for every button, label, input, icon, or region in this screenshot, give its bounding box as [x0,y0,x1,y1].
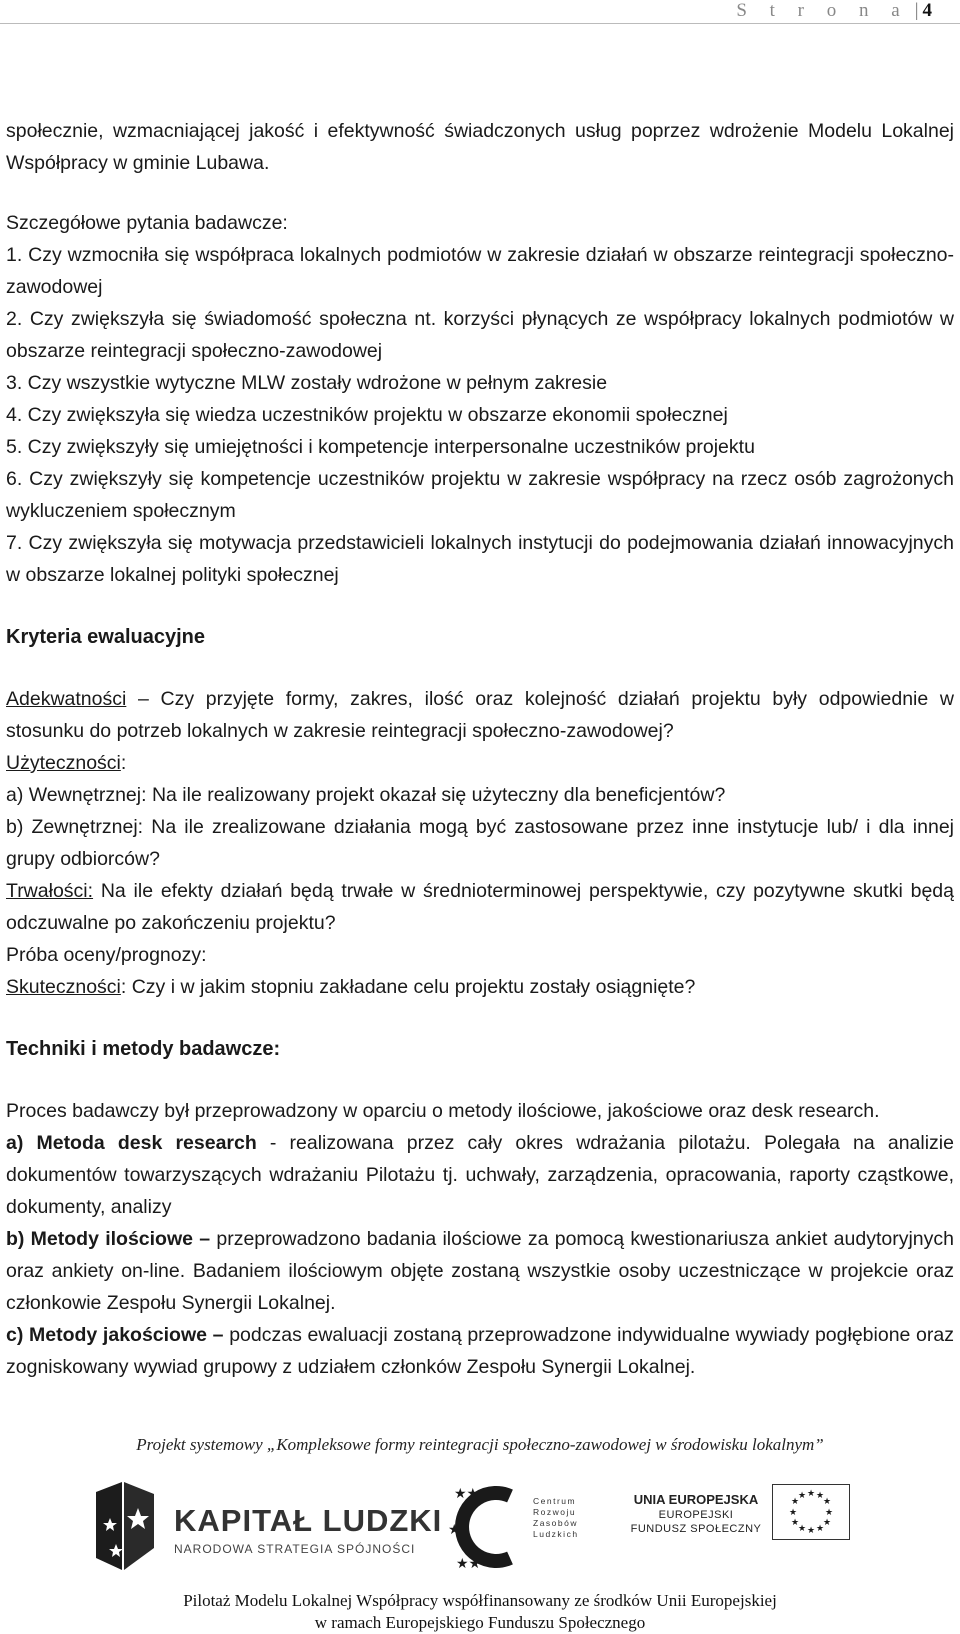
question-1: 1. Czy wzmocniła się współpraca lokalnych podmiotów w zakresie działań w obszarze reintegracji społeczno-zawodowej [6,244,954,298]
question-5: 5. Czy zwiększyły się umiejętności i kompetencje interpersonalne uczestników projektu [6,436,755,458]
svg-text:★: ★ [806,1526,816,1536]
methods-intro: Proces badawczy był przeprowadzony w oparciu o metody ilościowe, jakościowe oraz desk research. [6,1100,880,1122]
intro-paragraph: społecznie, wzmacniającej jakość i efektywność świadczonych usług poprzez wdrożenie Modelu Lokalnej Współpracy w gminie Lubawa. [6,120,954,174]
usefulness-internal: a) Wewnętrznej: Na ile realizowany projekt okazał się użyteczny dla beneficjentów? [6,784,726,806]
svg-text:★: ★ [815,1524,825,1534]
crzl-line-3: Zasobów [533,1518,578,1528]
crzl-logo [448,1478,598,1578]
method-b-text: przeprowadzono badania ilościowe za pomocą kwestionariusza ankiet audytoryjnych oraz ankiety on-line. Badaniem ilościowym objęte zostaną wszystkie osoby uczestniczące w projekcie oraz członkowie Zespołu Synergii Lokalnej. [6,1228,954,1314]
footer-cofinancing [0,1590,960,1634]
usefulness-external: b) Zewnętrznej: Na ile zrealizowane działania mogą być zastosowane przez inne instytucje lub/ i dla innej grupy odbiorców? [6,816,954,870]
adequacy-text: – Czy przyjęte formy, zakres, ilość oraz kolejność działań projektu były odpowiednie w stosunku do potrzeb lokalnych w zakresie reintegracji społeczno-zawodowej? [6,688,954,742]
svg-text:★: ★ [815,1491,825,1501]
durability-term: Trwałości: [6,880,94,902]
usefulness-colon: : [120,752,127,774]
svg-text:★: ★ [790,1518,800,1528]
question-6: 6. Czy zwiększyły się kompetencje uczestników projektu w zakresie współpracy na rzecz osób zagrożonych wykluczeniem społecznym [6,468,954,522]
svg-text:★: ★ [806,1489,816,1499]
cofinancing-line-1: Pilotaż Modelu Lokalnej Współpracy współfinansowany ze środków Unii Europejskiej [183,1591,777,1610]
criteria-durability [6,875,954,939]
svg-text:★: ★ [824,1508,834,1518]
efs-line-1: EUROPEJSKI [658,1509,734,1521]
kapital-ludzki-name: KAPITAŁ LUDZKI [174,1503,443,1538]
crzl-emblem-icon [448,1478,528,1576]
effectiveness-text: : Czy i w jakim stopniu zakładane celu projektu zostały osiągnięte? [120,976,696,998]
page-header-word: S t r o n a [736,0,909,21]
questions-title: Szczegółowe pytania badawcze: [6,212,288,234]
cofinancing-line-2: w ramach Europejskiego Funduszu Społecznego [314,1613,646,1632]
footer-project-title: Projekt systemowy „Kompleksowe formy reintegracji społeczno-zawodowej w środowisku lokalnym” [136,1435,824,1454]
document-body [6,115,954,1383]
method-a-label: a) Metoda desk research [6,1132,257,1154]
criteria-heading: Kryteria ewaluacyjne [6,626,205,648]
adequacy-term: Adekwatności [6,688,127,710]
efs-line-2: FUNDUSZ SPOŁECZNY [630,1523,762,1535]
method-b [6,1223,954,1319]
kapital-ludzki-emblem-icon [92,1478,162,1574]
methods-heading: Techniki i metody badawcze: [6,1038,281,1060]
svg-text:★★: ★★ [454,1486,480,1502]
effectiveness-term: Skuteczności [6,976,121,998]
usefulness-term: Użyteczności [6,752,121,774]
svg-text:★: ★ [448,1522,461,1538]
kapital-ludzki-subtitle: NARODOWA STRATEGIA SPÓJNOŚCI [174,1542,416,1556]
svg-text:★: ★ [797,1524,807,1534]
criteria-effectiveness [6,971,954,1003]
criteria-forecast: Próba oceny/prognozy: [6,944,207,966]
crzl-line-1: Centrum [533,1496,577,1506]
method-b-label: b) Metody ilościowe – [6,1228,211,1250]
method-c-text: podczas ewaluacji zostaną przeprowadzone indywidualne wywiady pogłębione oraz zogniskowany wywiad grupowy z udziałem członków Zespołu Synergii Lokalnej. [6,1324,954,1378]
method-a [6,1127,954,1223]
svg-text:★: ★ [790,1497,800,1507]
svg-text:★: ★ [822,1497,832,1507]
page-number: 4 [922,0,932,21]
svg-text:★★: ★★ [456,1556,482,1572]
svg-text:★: ★ [822,1518,832,1528]
durability-text: Na ile efekty działań będą trwałe w średnioterminowej perspektywie, czy pozytywne skutki będą odczuwalne po zakończeniu projektu? [6,880,954,934]
question-4: 4. Czy zwiększyła się wiedza uczestników projektu w obszarze ekonomii społecznej [6,404,728,426]
criteria-usefulness [6,747,954,779]
question-7: 7. Czy zwiększyła się motywacja przedstawicieli lokalnych instytucji do podejmowania działań innowacyjnych w obszarze lokalnej polityki społecznej [6,532,954,586]
svg-text:★: ★ [788,1508,798,1518]
page-header-separator: | [914,0,919,21]
eu-name: UNIA EUROPEJSKA [633,1492,759,1507]
question-2: 2. Czy zwiększyła się świadomość społeczna nt. korzyści płynących ze współpracy lokalnych podmiotów w obszarze reintegracji społeczno-zawodowej [6,308,954,362]
crzl-name [533,1496,579,1540]
svg-text:★: ★ [797,1491,807,1501]
method-c [6,1319,954,1383]
eu-flag-icon [772,1484,850,1540]
footer-logos [0,1478,960,1588]
method-a-text: - realizowana przez cały okres wdrażania pilotażu. Polegała na analizie dokumentów towarzyszących wdrażaniu Pilotażu tj. uchwały, zarządzenia, opracowania, raporty cząstkowe, dokumenty, analizy [6,1132,954,1218]
question-3: 3. Czy wszystkie wytyczne MLW zostały wdrożone w pełnym zakresie [6,372,608,394]
kapital-ludzki-logo [92,1478,443,1578]
eu-logo [622,1478,862,1578]
crzl-line-2: Rozwoju [533,1507,577,1517]
page-header [736,0,932,22]
header-rule [0,23,960,24]
method-c-label: c) Metody jakościowe – [6,1324,224,1346]
criteria-adequacy [6,683,954,747]
crzl-line-4: Ludzkich [533,1529,579,1539]
